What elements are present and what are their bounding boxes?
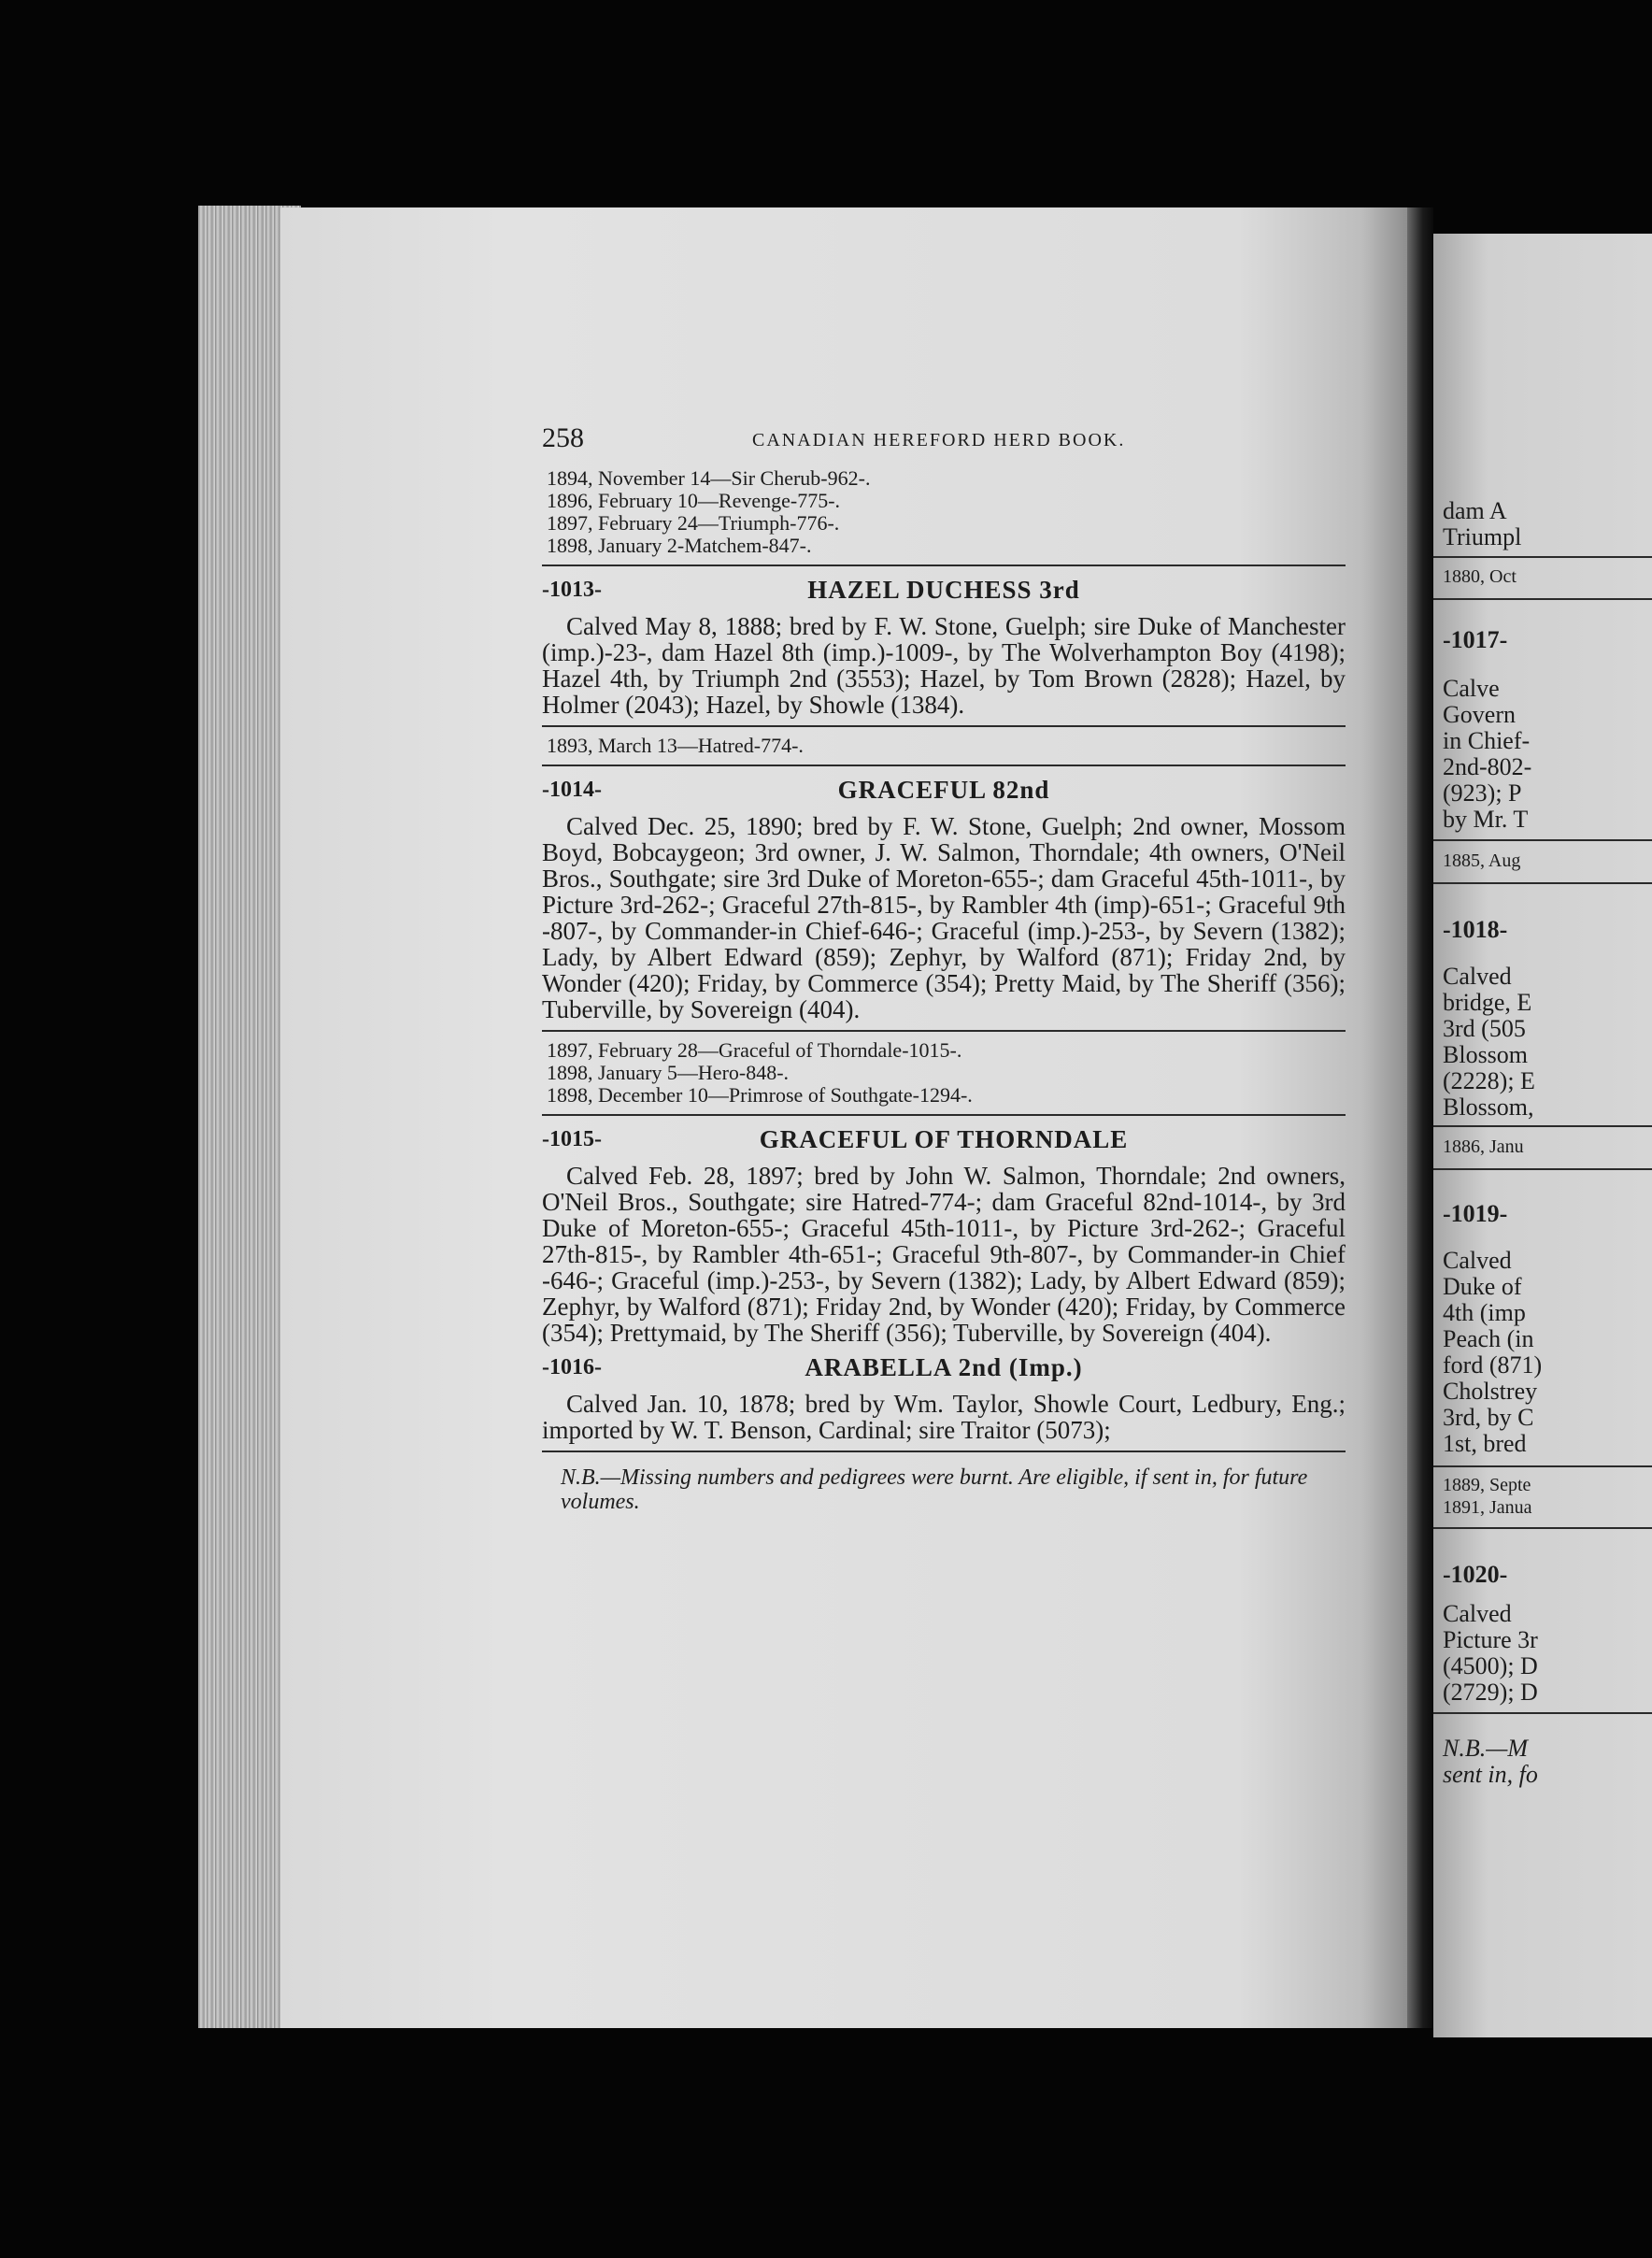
entry-number: -1015- bbox=[542, 1127, 602, 1151]
divider-rule bbox=[542, 1030, 1346, 1032]
divider-rule bbox=[1433, 882, 1652, 884]
entry-1014 bbox=[542, 774, 1346, 1116]
progeny-line: 1898, January 2-Matchem-847-. bbox=[547, 534, 812, 557]
divider-rule bbox=[542, 725, 1346, 727]
fragment-line: 1886, Janu bbox=[1443, 1136, 1524, 1157]
book-gutter bbox=[1407, 207, 1433, 2028]
divider-rule bbox=[1433, 1125, 1652, 1127]
entry-number: -1013- bbox=[542, 578, 602, 602]
fragment-line: -1017- bbox=[1443, 626, 1508, 653]
fragment-line: dam A bbox=[1443, 497, 1507, 524]
entry-pedigree: Calved Feb. 28, 1897; bred by John W. Salmon, Thorndale; 2nd owners, O'Neil Bros., Southgate; sire Hatred-774-; dam Graceful 82nd-1014-, by 3rd Duke of Moreton-655-; Graceful 45th-1011-, by Picture 3rd-262-; Graceful 27th-815-, by Rambler 4th-651-; Graceful 9th-807-, by Commander-in Chief -646-; Graceful (imp.)-253-, by Severn (1382); Lady, by Albert Edward (859); Zephyr, by Walford (871); Friday 2nd, by Wonder (420); Friday, by Commerce (354); Prettymaid, by The Sheriff (356); Tuberville, by Sovereign (404). bbox=[542, 1162, 1346, 1347]
fragment-line: Blossom, bbox=[1443, 1093, 1534, 1121]
fragment-line: Picture 3r bbox=[1443, 1626, 1538, 1653]
running-title: CANADIAN HEREFORD HERD BOOK. bbox=[752, 430, 1126, 450]
entry-name: GRACEFUL OF THORNDALE bbox=[759, 1125, 1129, 1153]
fragment-line: 4th (imp bbox=[1443, 1299, 1526, 1326]
entry-number: -1016- bbox=[542, 1355, 602, 1379]
progeny-line: 1897, February 24—Triumph-776-. bbox=[547, 511, 840, 535]
entry-heading bbox=[542, 774, 1346, 809]
entry-progeny bbox=[547, 1039, 1346, 1107]
fragment-line: by Mr. T bbox=[1443, 806, 1529, 833]
entry-heading bbox=[542, 1123, 1346, 1159]
progeny-line: 1897, February 28—Graceful of Thorndale-1015-. bbox=[547, 1038, 962, 1062]
progeny-list-top bbox=[547, 467, 1346, 557]
divider-rule bbox=[542, 765, 1346, 766]
divider-rule bbox=[1433, 1527, 1652, 1529]
entry-name: GRACEFUL 82nd bbox=[837, 776, 1050, 804]
divider-rule bbox=[542, 1451, 1346, 1452]
divider-rule bbox=[1433, 598, 1652, 600]
divider-rule bbox=[1433, 556, 1652, 558]
divider-rule bbox=[1433, 1465, 1652, 1467]
fragment-line: Duke of bbox=[1443, 1273, 1522, 1300]
fragment-line: bridge, E bbox=[1443, 989, 1532, 1016]
fragment-line: Calved bbox=[1443, 1247, 1512, 1274]
progeny-line: 1893, March 13—Hatred-774-. bbox=[547, 734, 804, 757]
fragment-line: Blossom bbox=[1443, 1041, 1529, 1068]
page-content bbox=[542, 422, 1346, 1514]
fragment-line: 1885, Aug bbox=[1443, 850, 1521, 871]
divider-rule bbox=[542, 1114, 1346, 1116]
entry-pedigree: Calved Dec. 25, 1890; bred by F. W. Stone, Guelph; 2nd owner, Mossom Boyd, Bobcaygeon; 3rd owner, J. W. Salmon, Thorndale; 4th owners, O'Neil Bros., Southgate; sire 3rd Duke of Moreton-655-; dam Graceful 45th-1011-, by Picture 3rd-262-; Graceful 27th-815-, by Rambler 4th (imp)-651-; Graceful 9th -807-, by Commander-in Chief-646-; Graceful (imp.)-253-, by Severn (1382); Lady, by Albert Edward (859); Zephyr, by Walford (871); Friday 2nd, by Wonder (420); Friday, by Commerce (354); Pretty Maid, by The Sheriff (356); Tuberville, by Sovereign (404). bbox=[542, 812, 1346, 1023]
entry-pedigree: Calved May 8, 1888; bred by F. W. Stone, Guelph; sire Duke of Manchester (imp.)-23-, dam Hazel 8th (imp.)-1009-, by The Wolverhampton Boy (4198); Hazel 4th, by Triumph 2nd (3553); Hazel, by Tom Brown (2828); Hazel, by Holmer (2043); Hazel, by Showle (1384). bbox=[542, 612, 1346, 719]
page-number: 258 bbox=[542, 422, 584, 453]
fragment-line: Calve bbox=[1443, 675, 1500, 702]
entry-1013 bbox=[542, 574, 1346, 766]
entry-number: -1014- bbox=[542, 778, 602, 802]
fragment-line: in Chief- bbox=[1443, 727, 1531, 754]
progeny-line: 1898, December 10—Primrose of Southgate-1294-. bbox=[547, 1083, 973, 1107]
footnote: N.B.—Missing numbers and pedigrees were burnt. Are eligible, if sent in, for future volumes. bbox=[561, 1465, 1308, 1514]
fragment-line: sent in, fo bbox=[1443, 1761, 1538, 1788]
divider-rule bbox=[1433, 839, 1652, 841]
fragment-line: Calved bbox=[1443, 963, 1512, 990]
fragment-line: (2228); E bbox=[1443, 1067, 1535, 1094]
fragment-line: Govern bbox=[1443, 701, 1516, 728]
fragment-line: 3rd, by C bbox=[1443, 1404, 1534, 1431]
fragment-line: Calved bbox=[1443, 1600, 1512, 1627]
divider-rule bbox=[542, 564, 1346, 566]
running-head bbox=[542, 422, 1346, 460]
fragment-line: Triumpl bbox=[1443, 523, 1522, 550]
fragment-line: 1st, bred bbox=[1443, 1430, 1527, 1457]
entry-progeny bbox=[547, 735, 1346, 757]
fragment-line: -1018- bbox=[1443, 916, 1508, 943]
fragment-line: (4500); D bbox=[1443, 1652, 1538, 1679]
entry-name: ARABELLA 2nd (Imp.) bbox=[805, 1353, 1083, 1381]
fragment-line: 1891, Janua bbox=[1443, 1497, 1532, 1518]
entry-heading bbox=[542, 574, 1346, 609]
divider-rule bbox=[1433, 1168, 1652, 1170]
entry-name: HAZEL DUCHESS 3rd bbox=[807, 576, 1080, 604]
fragment-line: -1019- bbox=[1443, 1200, 1508, 1227]
fragment-line: 3rd (505 bbox=[1443, 1015, 1526, 1042]
fragment-line: Peach (in bbox=[1443, 1325, 1534, 1352]
entry-heading bbox=[542, 1351, 1346, 1387]
fragment-line: 1889, Septe bbox=[1443, 1475, 1531, 1495]
fragment-line: Cholstrey bbox=[1443, 1378, 1538, 1405]
divider-rule bbox=[1433, 1712, 1652, 1714]
fragment-line: 2nd-802- bbox=[1443, 753, 1532, 780]
progeny-line: 1898, January 5—Hero-848-. bbox=[547, 1061, 790, 1084]
entry-1016 bbox=[542, 1351, 1346, 1452]
entry-pedigree: Calved Jan. 10, 1878; bred by Wm. Taylor, Showle Court, Ledbury, Eng.; imported by W. T. Benson, Cardinal; sire Traitor (5073); bbox=[542, 1390, 1346, 1444]
right-page-fragment bbox=[1433, 234, 1652, 2037]
fragment-line: -1020- bbox=[1443, 1561, 1508, 1588]
fragment-line: ford (871) bbox=[1443, 1351, 1543, 1379]
fragment-line: N.B.—M bbox=[1443, 1735, 1528, 1762]
fragment-line: (2729); D bbox=[1443, 1679, 1538, 1706]
fragment-line: 1880, Oct bbox=[1443, 566, 1517, 587]
progeny-line: 1896, February 10—Revenge-775-. bbox=[547, 489, 841, 512]
entry-1015 bbox=[542, 1123, 1346, 1346]
progeny-line: 1894, November 14—Sir Cherub-962-. bbox=[547, 466, 871, 490]
fragment-line: (923); P bbox=[1443, 779, 1522, 807]
left-page bbox=[280, 207, 1407, 2028]
